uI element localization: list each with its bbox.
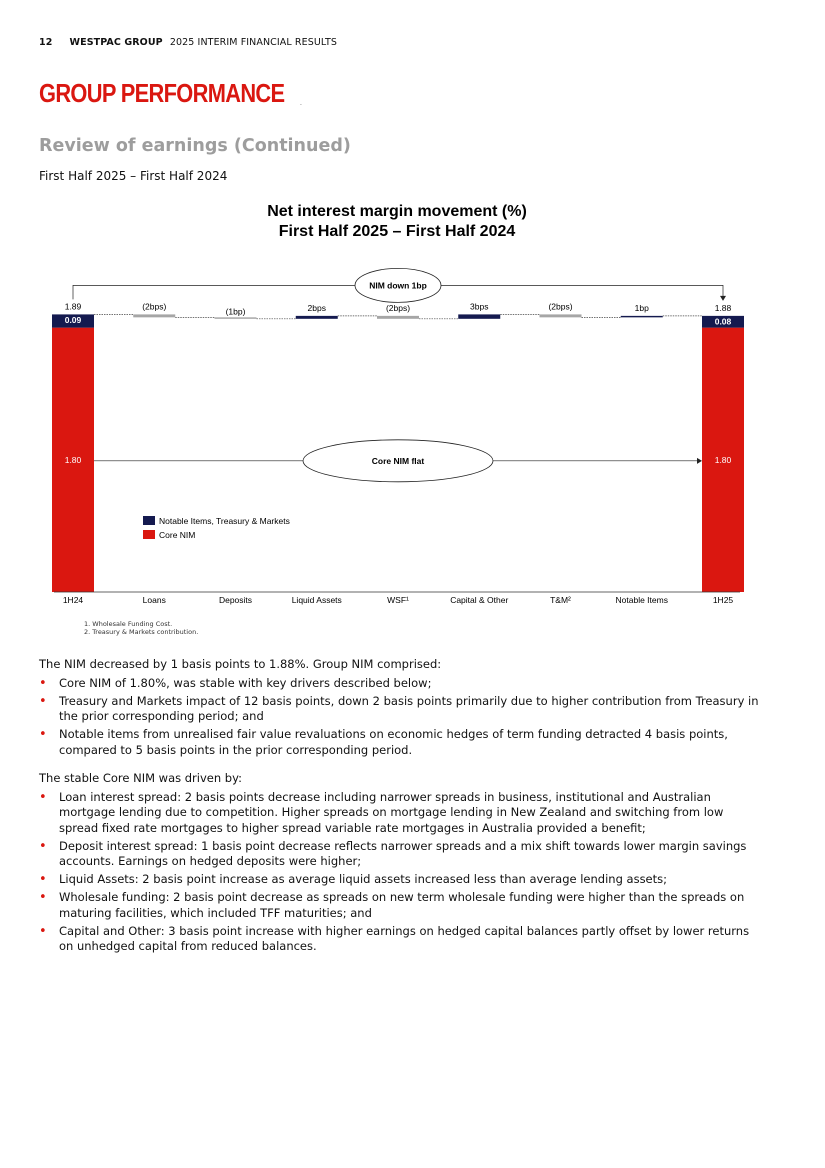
x-tick-label: Loans: [142, 595, 166, 605]
core-value-label: 1.80: [64, 454, 82, 465]
footnote-1: 1. Wholesale Funding Cost.: [84, 620, 173, 628]
movement-label: (2bps): [142, 301, 167, 312]
nim-waterfall-chart: [50, 195, 750, 615]
x-tick-label: Capital & Other: [450, 595, 509, 605]
core-intro: The stable Core NIM was driven by:: [39, 771, 242, 785]
x-tick-label: T&M²: [550, 595, 571, 605]
movement-label: (2bps): [385, 302, 411, 313]
x-tick-label: Notable Items: [615, 595, 668, 605]
movement-label: 3bps: [470, 301, 489, 312]
page-title: GROUP PERFORMANCE: [39, 78, 285, 108]
chart-title: Net interest margin movement (%): [267, 203, 527, 220]
x-tick-label: Liquid Assets: [291, 595, 342, 605]
movement-label: 2bps: [307, 302, 326, 313]
list-item: • Liquid Assets: 2 basis point increase as average liquid assets increased less than average lending assets;: [39, 872, 759, 888]
core-nim-commentary: [39, 771, 759, 957]
nim-commentary: [39, 657, 759, 761]
notable-value-label: 0.08: [714, 316, 732, 327]
legend-swatch-core: [143, 530, 155, 539]
core-value-label: 1.80: [714, 454, 732, 465]
movement-bar: [133, 314, 175, 317]
total-label: 1.89: [64, 301, 82, 312]
company-name: WESTPAC GROUP: [69, 37, 163, 48]
list-item: • Capital and Other: 3 basis point increase with higher earnings on hedged capital balances partly offset by lower returns on unhedged capital from reduced balances.: [39, 924, 759, 955]
legend-swatch-notable: [143, 516, 155, 525]
section-title: Review of earnings (Continued): [39, 136, 351, 156]
x-tick-label: 1H24: [62, 595, 84, 605]
report-name: 2025 INTERIM FINANCIAL RESULTS: [169, 37, 338, 48]
arrowhead: [720, 296, 726, 301]
legend-label-notable: Notable Items, Treasury & Markets: [159, 516, 290, 526]
list-item: • Deposit interest spread: 1 basis point decrease reflects narrower spreads and a mix shift towards lower margin savings accounts. Earnings on hedged deposits were higher;: [39, 839, 759, 870]
chart-footnotes: [84, 620, 198, 636]
movement-label: (2bps): [548, 301, 573, 312]
movement-bar: [458, 314, 500, 318]
list-item: • Wholesale funding: 2 basis point decrease as spreads on new term wholesale funding were higher than the spreads on maturing facilities, which included TFF maturities; and: [39, 890, 759, 921]
chart-subtitle: First Half 2025 – First Half 2024: [278, 223, 516, 240]
total-label: 1.88: [714, 302, 732, 313]
core-flat-label: Core NIM flat: [371, 455, 425, 466]
core-bullet-list: [39, 790, 759, 955]
list-item: • Loan interest spread: 2 basis points decrease including narrower spreads in business, institutional and Australian mortgage lending due to competition. Higher spreads on mortgage lending in New Zealand and switching from low spread fixed rate mortgages to higher spread variable rate mortgages in Australia provided a benefit;: [39, 790, 759, 837]
movement-bar: [377, 316, 419, 319]
movement-bar: [215, 317, 257, 318]
legend-label-core: Core NIM: [159, 530, 196, 540]
movement-bar: [621, 316, 663, 317]
notable-value-label: 0.09: [64, 314, 82, 325]
movement-bar: [540, 314, 582, 317]
movement-label: 1bp: [634, 302, 649, 313]
footnote-2: 2. Treasury & Markets contribution.: [84, 628, 199, 636]
movement-label: (1bp): [225, 306, 246, 317]
nim-intro: The NIM decreased by 1 basis points to 1.88%. Group NIM comprised:: [39, 657, 442, 671]
list-item: • Treasury and Markets impact of 12 basis points, down 2 basis points primarily due to higher contribution from Treasury in the prior corresponding period; and: [39, 694, 759, 725]
nim-bullet-list: [39, 676, 759, 759]
page-number: 12: [39, 37, 53, 48]
x-tick-label: 1H25: [712, 595, 734, 605]
movement-bar: [296, 316, 338, 319]
arrowhead: [697, 458, 702, 464]
x-tick-label: WSF¹: [387, 595, 409, 605]
page-header: [39, 37, 337, 48]
nim-down-label: NIM down 1bp: [369, 280, 427, 291]
list-item: • Notable items from unrealised fair value revaluations on economic hedges of term funding detracted 4 basis points, compared to 5 basis points in the prior corresponding period.: [39, 727, 759, 758]
list-item: • Core NIM of 1.80%, was stable with key drivers described below;: [39, 676, 759, 692]
period-label: First Half 2025 – First Half 2024: [39, 169, 228, 183]
x-tick-label: Deposits: [218, 595, 253, 605]
decorative-dot: .: [300, 100, 302, 107]
